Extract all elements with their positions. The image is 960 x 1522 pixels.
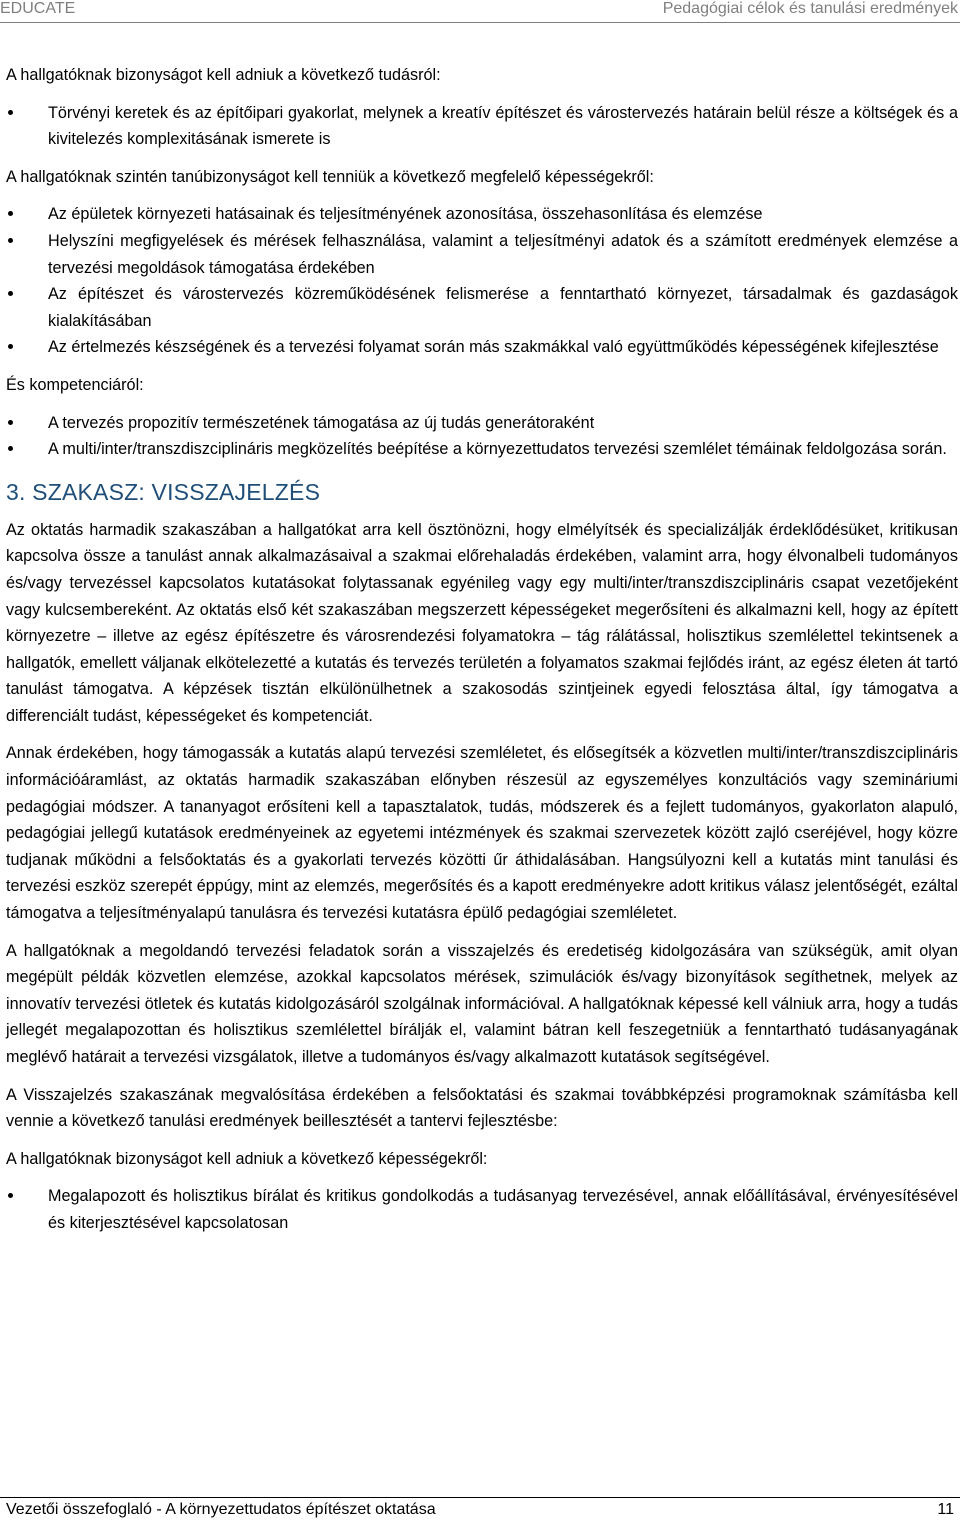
paragraph: Annak érdekében, hogy támogassák a kutatás alapú tervezési szemléletet, és elősegítsék a közvetlen multi/inter/transzdiszciplináris információáramlást, az oktatás harmadik szakaszában előnyben részesül az egyszemélyes konzultációs vagy szemináriumi pedagógiai módszer. A tananyagot erősíteni kell a tapasztalatok, tudás, módszerek és a fejlett tudományos, gyakorlaton alapuló, pedagógiai jellegű kutatások eredményeinek az egyetemi intézmények és szakmai szervezetek között zajló cseréjével, hogy közre tudjanak működni a felsőoktatás és a gyakorlati tervezés közötti űr áthidalásában. Hangsúlyozni kell a kutatás mint tanulási és tervezési eszköz szerepét éppúgy, mint az elemzés, megerősítés és a kapott eredményekre adott kritikus válasz jelentőségét, ezáltal támogatva a teljesítményalapú tanulásra és tervezési kutatásra épülő pedagógiai szemléletet. bbox=[6, 744, 958, 923]
paragraph: Az oktatás harmadik szakaszában a hallgatókat arra kell ösztönözni, hogy elmélyítsék és specializálják érdeklődésüket, kritikusan kapcsolva össze a tanulást annak alkalmazásaival a szakmai előrehaladás érdekében, valamint arra, hogy élvonalbeli tudományos és/vagy tervezéssel kapcsolatos kutatásokat folytassanak egyénileg vagy egy multi/inter/transzdiszciplináris csapat vezetőjeként vagy kulcsembereként. Az oktatás első két szakaszában megszerzett képességeket megerősíteni és alkalmazni kell, hogy az épített környezetre – illetve az egész építészetre és városrendezési folyamatokra – tág rálátással, holisztikus szemlélettel tekintsenek a hallgatók, emellett váljanak elkötelezetté a kutatás és tervezés területén a folyamatos szakmai fejlődés iránt, az egész életen át tartó tanulást támogatva. A képzések tisztán elkülönülhetnek a szakosodás szintjeinek egyedi felosztása által, így támogatva a differenciált tudást, képességeket és kompetenciát. bbox=[6, 520, 958, 725]
bullet-list bbox=[6, 201, 958, 361]
list-item: Törvényi keretek és az építőipari gyakorlat, melynek a kreatív építészet és várostervezés határain belül része a költségek és a kivitelezés komplexitásának ismerete is bbox=[6, 100, 958, 153]
paragraph: A hallgatóknak a megoldandó tervezési feladatok során a visszajelzés és eredetiség kidolgozására van szükségük, amit olyan megépült példák közvetlen elemzése, azokkal kapcsolatos mérések, szimulációk és/vagy bizonyítások segíthetnek, melyek az innovatív tervezési ötletek és kutatás kidolgozásáról szolgálnak információval. A hallgatóknak képessé kell válniuk arra, hogy a tudás jellegét megalapozottan és holisztikus szemlélettel bírálják el, valamint bátran kell feszegetniük a fenntartható tudásanyagának meglévő határait a tervezési vizsgálatok, illetve a tudományos és/vagy alkalmazott kutatások segítségével. bbox=[6, 941, 958, 1066]
bullet-list bbox=[6, 100, 958, 153]
section-heading: 3. SZAKASZ: VISSZAJELZÉS bbox=[6, 478, 321, 505]
page-header bbox=[0, 0, 960, 23]
list-item: Az értelmezés készségének és a tervezési folyamat során más szakmákkal való együttműködés képességének kifejlesztése bbox=[6, 334, 958, 361]
header-brand: EDUCATE bbox=[0, 0, 76, 17]
paragraph: És kompetenciáról: bbox=[6, 375, 144, 394]
list-item: Az építészet és várostervezés közreműködésének felismerése a fenntartható környezet, társadalmak és gazdaságok kialakításában bbox=[6, 281, 958, 334]
paragraph: A hallgatóknak bizonyságot kell adniuk a következő képességekről: bbox=[6, 1149, 488, 1168]
page-footer bbox=[0, 1497, 960, 1522]
paragraph: A Visszajelzés szakaszának megvalósítása érdekében a felsőoktatási és szakmai továbbképzési programoknak számításba kell vennie a következő tanulási eredmények beillesztését a tantervi fejlesztésbe: bbox=[6, 1085, 958, 1131]
bullet-list bbox=[6, 410, 958, 463]
list-item: Helyszíni megfigyelések és mérések felhasználása, valamint a teljesítményi adatok és a számított eredmények elemzése a tervezési megoldások támogatása érdekében bbox=[6, 228, 958, 281]
list-item: Az épületek környezeti hatásainak és teljesítményének azonosítása, összehasonlítása és elemzése bbox=[6, 201, 958, 228]
document-body bbox=[6, 62, 958, 1248]
page-number: 11 bbox=[937, 1501, 954, 1518]
bullet-list bbox=[6, 1183, 958, 1236]
list-item: Megalapozott és holisztikus bírálat és kritikus gondolkodás a tudásanyag tervezésével, annak előállításával, érvényesítésével és kiterjesztésével kapcsolatosan bbox=[6, 1183, 958, 1236]
paragraph: A hallgatóknak bizonyságot kell adniuk a következő tudásról: bbox=[6, 66, 441, 84]
header-section-title: Pedagógiai célok és tanulási eredmények bbox=[662, 0, 958, 17]
footer-document-title: Vezetői összefoglaló - A környezettudatos építészet oktatása bbox=[6, 1501, 436, 1518]
list-item: A tervezés propozitív természetének támogatása az új tudás generátoraként bbox=[6, 410, 958, 437]
paragraph: A hallgatóknak szintén tanúbizonyságot kell tenniük a következő megfelelő képességekről: bbox=[6, 167, 654, 186]
list-item: A multi/inter/transzdiszciplináris megközelítés beépítése a környezettudatos tervezési szemlélet témáinak feldolgozása során. bbox=[6, 436, 958, 463]
